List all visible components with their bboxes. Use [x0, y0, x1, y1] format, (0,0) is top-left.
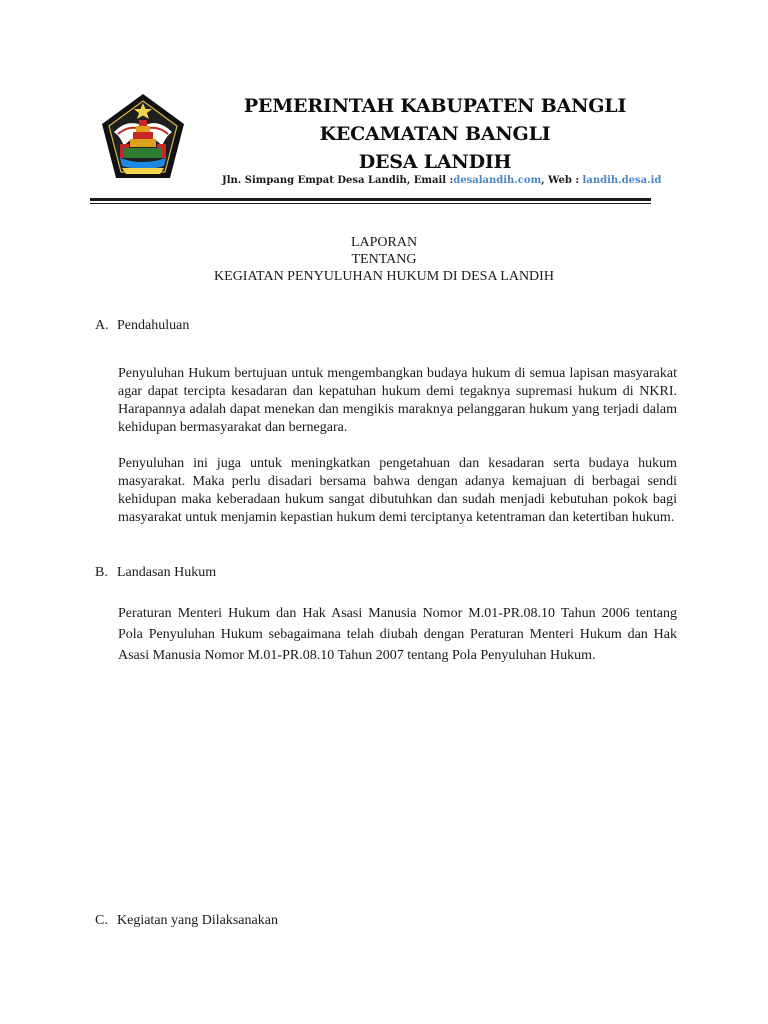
section-c-title: Kegiatan yang Dilaksanakan [117, 913, 278, 928]
letterhead-contact [222, 174, 662, 188]
letterhead-titles [200, 92, 670, 176]
section-b-heading [95, 564, 216, 581]
letterhead-government: PEMERINTAH KABUPATEN BANGLI [243, 95, 627, 117]
letterhead-rule-thin [90, 203, 651, 204]
contact-separator: , Web : [541, 175, 583, 186]
section-c-heading [95, 912, 278, 929]
section-a-letter: A. [95, 318, 109, 333]
section-c-letter: C. [95, 913, 108, 928]
section-b-title: Landasan Hukum [117, 565, 217, 580]
title-line-subject: KEGIATAN PENYULUHAN HUKUM DI DESA LANDIH [214, 269, 554, 284]
title-line-about: TENTANG [351, 252, 417, 267]
section-a-paragraph-2: Penyuluhan ini juga untuk meningkatkan pengetahuan dan kesadaran serta budaya hukum masyarakat. Maka perlu disadari bersama bahwa dengan adanya kemajuan di berbagai sendi kehidupan maka keberadaan hukum sangat dibutuhkan dan sudah menjadi kebutuhan pokok bagi masyarakat untuk menjamin kepastian hukum demi terciptanya ketentraman dan ketertiban hukum. [118, 456, 677, 525]
letterhead-district: KECAMATAN BANGLI [319, 123, 551, 145]
contact-address: Jln. Simpang Empat Desa Landih, Email : [222, 175, 454, 186]
section-b-paragraph-1: Peraturan Menteri Hukum dan Hak Asasi Manusia Nomor M.01-PR.08.10 Tahun 2006 tentang Pola Penyuluhan Hukum sebagaimana telah diubah dengan Peraturan Menteri Hukum dan Hak Asasi Manusia Nomor M.01-PR.08.10 Tahun 2007 tentang Pola Penyuluhan Hukum. [118, 606, 677, 663]
letterhead-village: DESA LANDIH [358, 151, 512, 173]
letterhead-rule-thick [90, 198, 651, 201]
section-b-letter: B. [95, 565, 108, 580]
title-line-report: LAPORAN [350, 235, 418, 250]
email-link[interactable]: desalandih.com [453, 175, 542, 186]
section-a-heading [95, 317, 189, 334]
report-title [90, 234, 678, 285]
section-a-paragraph-1: Penyuluhan Hukum bertujuan untuk mengembangkan budaya hukum di semua lapisan masyarakat agar dapat tercipta kesadaran dan kepatuhan hukum demi tegaknya supremasi hukum di NKRI. Harapannya adalah dapat menekan dan mengikis maraknya pelanggaran hukum yang terjadi dalam kehidupan bermasyarakat dan bernegara. [118, 366, 677, 435]
bangli-regency-crest-icon [100, 92, 186, 180]
web-link[interactable]: landih.desa.id [582, 175, 662, 186]
section-a-title: Pendahuluan [117, 318, 190, 333]
